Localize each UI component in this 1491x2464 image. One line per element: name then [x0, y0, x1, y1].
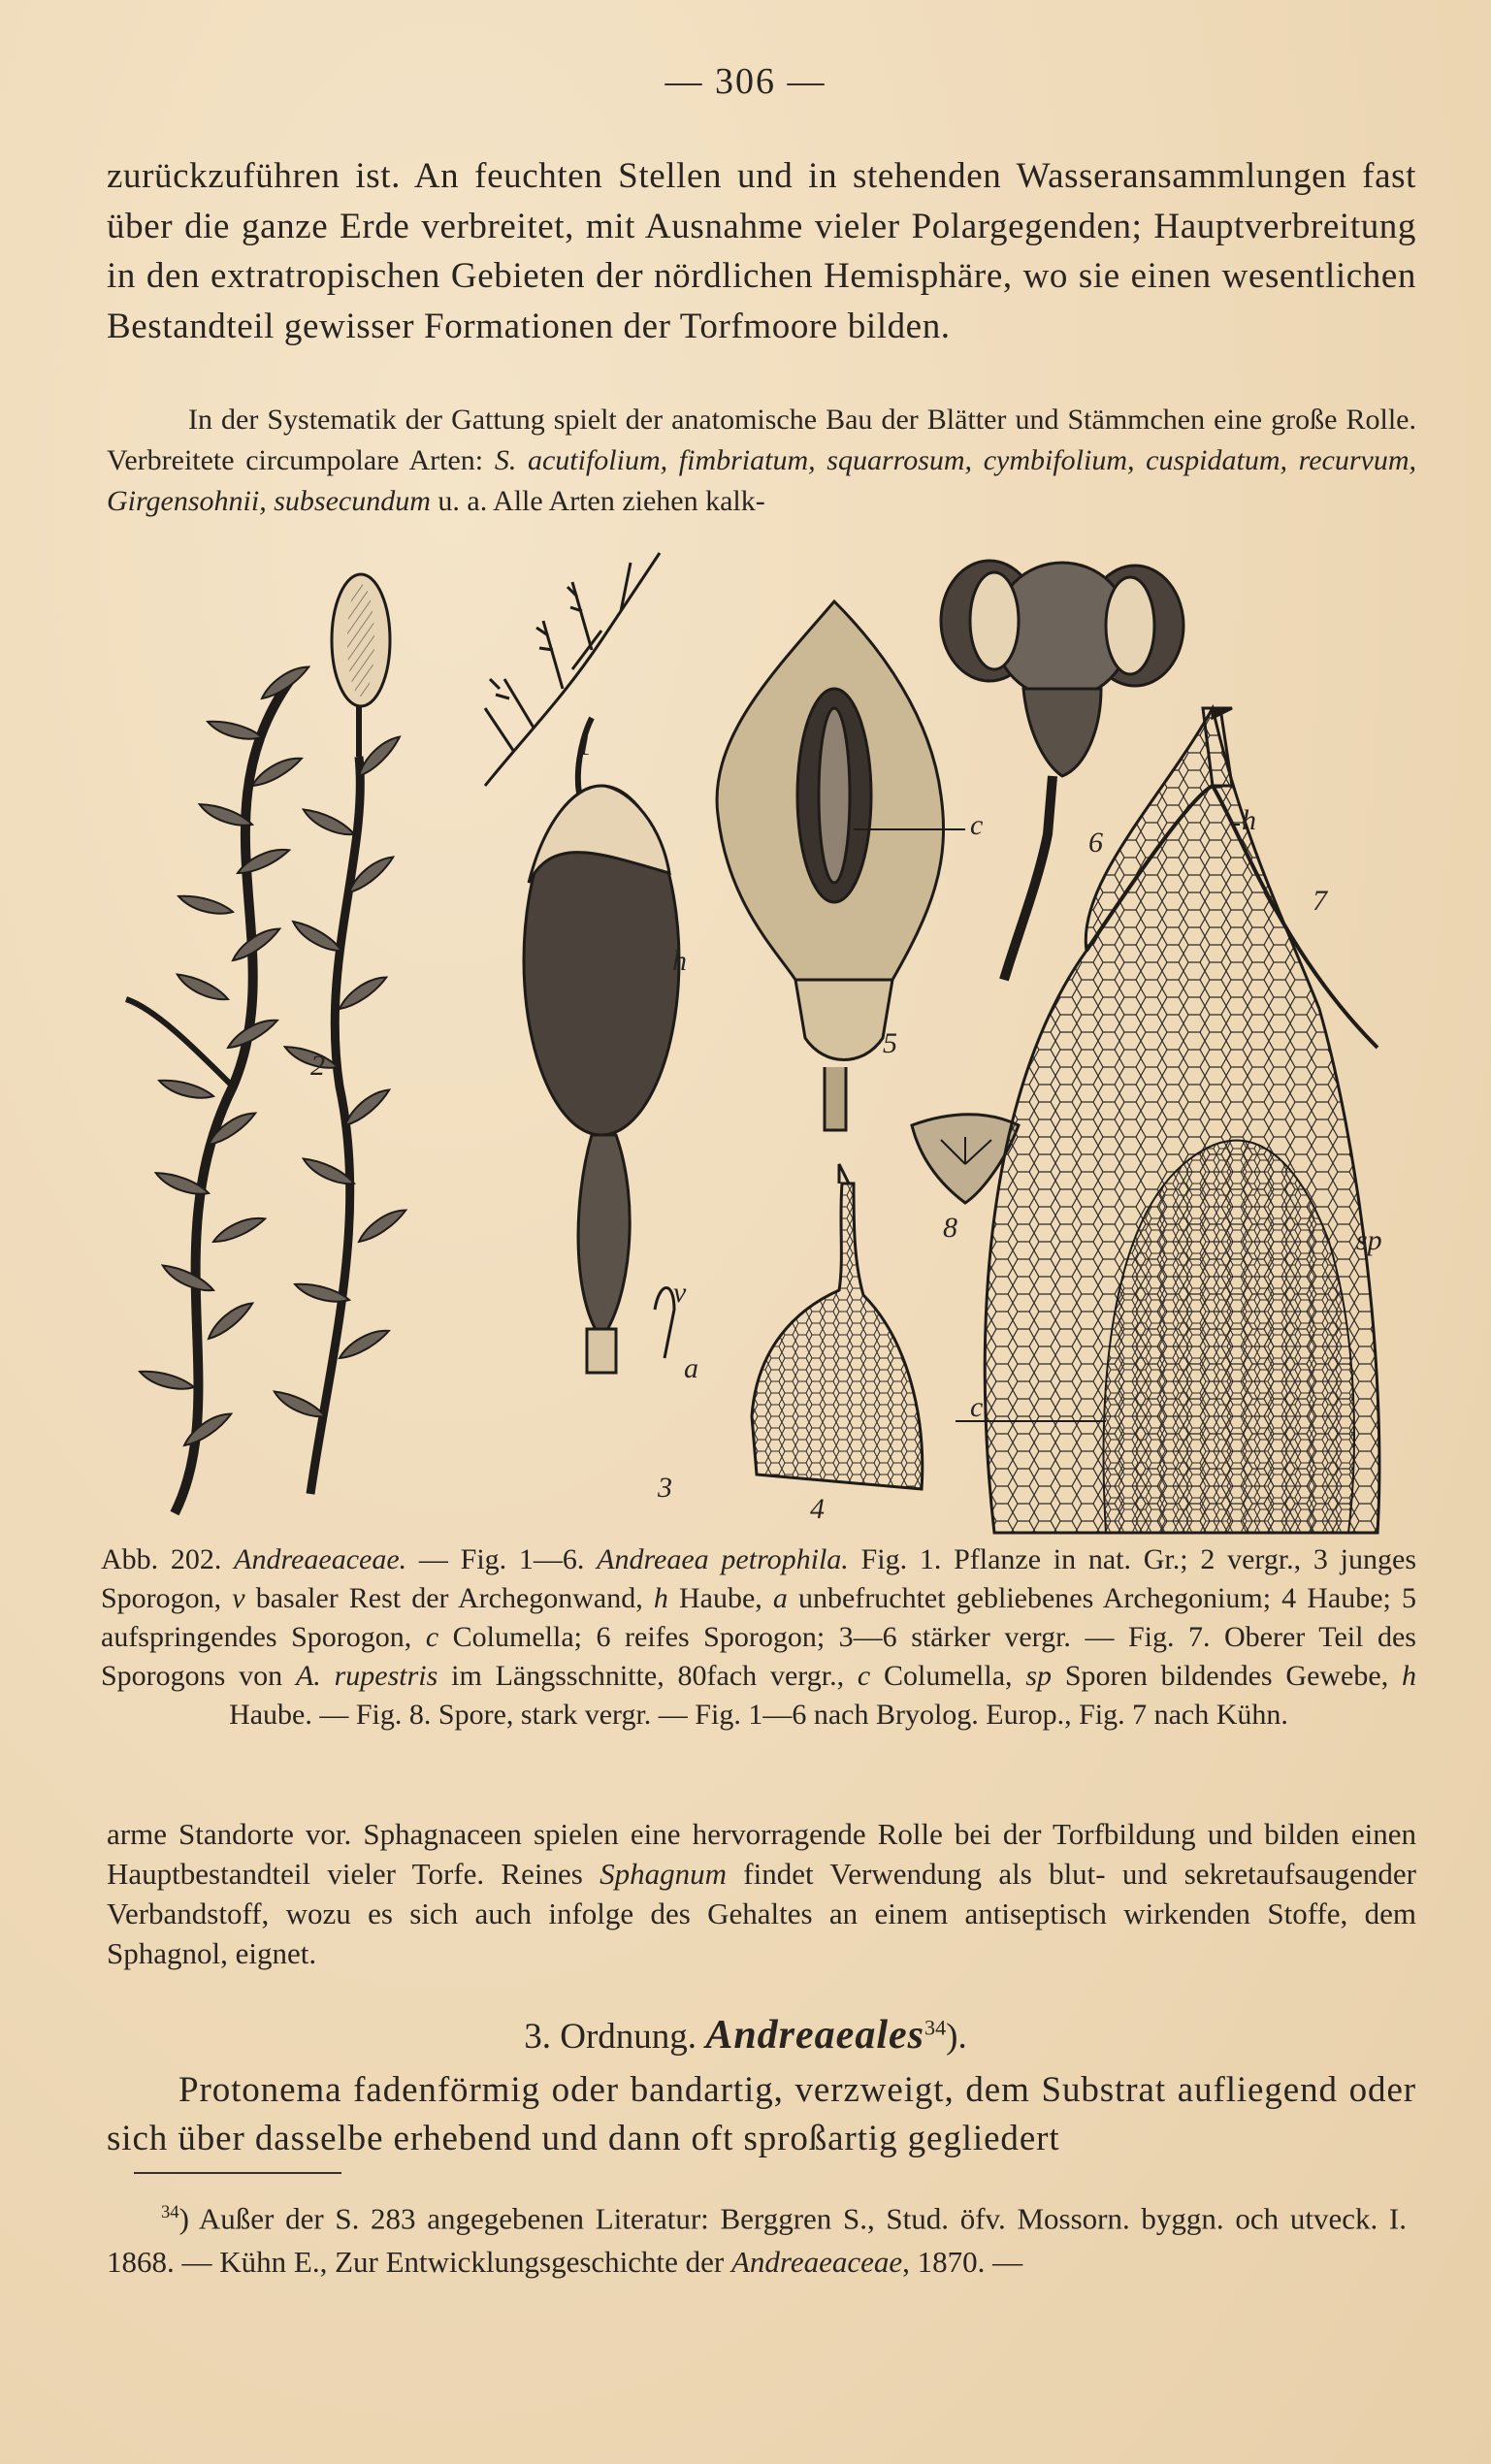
caption-text-3: Fig. 1. Pflanze in nat. Gr.; 2 vergr., 3 junges Sporogon,	[101, 1543, 1416, 1614]
label-fig2: 2	[310, 1050, 325, 1082]
paragraph-systematics	[107, 400, 1416, 522]
caption-species-1: Andreaea petrophila.	[597, 1543, 849, 1575]
caption-text-9: Columella,	[870, 1660, 1026, 1692]
label-c-fig5: c	[970, 809, 984, 841]
figure-caption	[101, 1540, 1416, 1735]
label-fig5: 5	[883, 1027, 897, 1059]
paragraph-protonema: Protonema fadenförmig oder bandartig, verzweigt, dem Substrat aufliegend oder sich über dasselbe erhebend und dann oft sproßartig gegliedert	[107, 2070, 1416, 2158]
caption-text-6: unbefruchtet gebliebenes Archegonium; 4 Haube; 5 aufspringendes Sporogon,	[101, 1582, 1416, 1653]
paragraph-distribution: zurückzuführen ist. An feuchten Stellen und in stehenden Wasseransammlungen fast über die ganze Erde verbreitet, mit Ausnahme vieler Polargegenden; Hauptverbreitung in den extratropischen Gebieten der nördlichen Hemisphäre, wo sie einen wesentlichen Bestandteil gewisser Formationen der Torfmoore bilden.	[107, 156, 1416, 346]
label-fig3: 3	[658, 1472, 672, 1504]
label-a: a	[684, 1352, 698, 1384]
caption-v: v	[232, 1582, 245, 1614]
figure-andreaeaceae-illustration	[116, 543, 1407, 1538]
label-sp: sp	[1356, 1224, 1382, 1256]
label-fig1: 1	[577, 729, 592, 762]
caption-text-10: Sporen bildendes Gewebe,	[1052, 1660, 1403, 1692]
caption-text-4: basaler Rest der Archegonwand,	[244, 1582, 654, 1614]
caption-text-2: — Fig. 1—6.	[406, 1543, 598, 1575]
footnote	[107, 2190, 1407, 2284]
footnote-mark: 34	[161, 2202, 179, 2222]
label-fig7: 7	[1313, 885, 1327, 917]
caption-text-1: Abb. 202.	[101, 1543, 235, 1575]
caption-species-2: A. rupestris	[295, 1660, 438, 1692]
para2-text-2: u. a. Alle Arten ziehen kalk-	[430, 485, 765, 517]
caption-text-5: Haube,	[667, 1582, 773, 1614]
label-fig4: 4	[810, 1493, 825, 1525]
fig2-leafy-shoot-drawing	[126, 574, 409, 1513]
caption-c-2: c	[857, 1660, 871, 1692]
label-c-fig7: c	[970, 1391, 984, 1423]
fig5-dehiscing-sporogon	[717, 601, 965, 1130]
caption-text-8: im Längsschnitte, 80fach vergr.,	[438, 1660, 858, 1692]
caption-family: Andreaeaceae.	[234, 1543, 407, 1575]
footnote-text-1: ) Außer der S. 283 angegebenen Literatur: Berggren S., Stud. öfv. Mossorn. byggn. och utveck. I. 1868. — Kühn E., Zur Entwicklungsgeschichte der	[107, 2201, 1407, 2280]
caption-a: a	[772, 1582, 788, 1614]
label-fig8: 8	[943, 1212, 957, 1244]
caption-h-1: h	[653, 1582, 668, 1614]
footnote-family: Andreaeaceae	[730, 2245, 903, 2280]
caption-h-2: h	[1402, 1660, 1417, 1692]
footnote-text-2: , 1870. —	[902, 2245, 1023, 2280]
heading-order-name: Andreaeales	[705, 2013, 924, 2058]
heading-prefix: 3. Ordnung.	[524, 2017, 706, 2057]
label-h-fig3: h	[672, 945, 687, 977]
fig3-young-sporogon	[524, 718, 679, 1373]
fig1-plant-natural-size	[485, 553, 660, 786]
fig7-longitudinal-section	[956, 708, 1379, 1533]
para2-text-1: In der Systematik der Gattung spielt der anatomische Bau der Blätter und Stämmchen eine große Rolle. Verbreitete circumpolare Arten:	[107, 404, 1416, 476]
page-number: — 306 —	[664, 61, 827, 102]
caption-c-1: c	[425, 1621, 439, 1653]
caption-text-11: Haube. — Fig. 8. Spore, stark vergr. — Fig. 1—6 nach Bryolog. Europ., Fig. 7 nach Kühn.	[229, 1699, 1288, 1731]
para3-genus: Sphagnum	[600, 1857, 727, 1891]
section-heading	[0, 2012, 1491, 2059]
paragraph-sphagnaceae-use	[107, 1814, 1416, 1973]
para2-species-list: S. acutifolium, fimbriatum, squarrosum, cymbifolium, cuspidatum, recurvum, Girgensohnii, subsecundum	[107, 444, 1416, 517]
footnote-divider	[134, 2172, 341, 2174]
caption-sp: sp	[1025, 1660, 1053, 1692]
label-fig6: 6	[1088, 827, 1103, 859]
heading-footnote-ref: 34	[924, 2015, 947, 2040]
label-v: v	[673, 1277, 687, 1309]
caption-text-7: Columella; 6 reifes Sporogon; 3—6 stärker vergr. — Fig. 7. Oberer Teil des Sporogons von	[101, 1621, 1416, 1692]
fig4-calyptra	[752, 1164, 923, 1489]
heading-suffix: ).	[946, 2017, 967, 2057]
para3-text-1: arme Standorte vor. Sphagnaceen spielen eine hervorragende Rolle bei der Torfbildung und bilden einen Hauptbestandteil vieler Torfe. Reines	[107, 1817, 1416, 1891]
para3-text-2: findet Verwendung als blut- und sekretaufsaugender Verbandstoff, wozu es sich auch infolge des Gehaltes an einem antiseptisch wirkenden Stoffe, dem Sphagnol, eignet.	[107, 1857, 1417, 1970]
label-h-fig7: h	[1242, 804, 1256, 836]
